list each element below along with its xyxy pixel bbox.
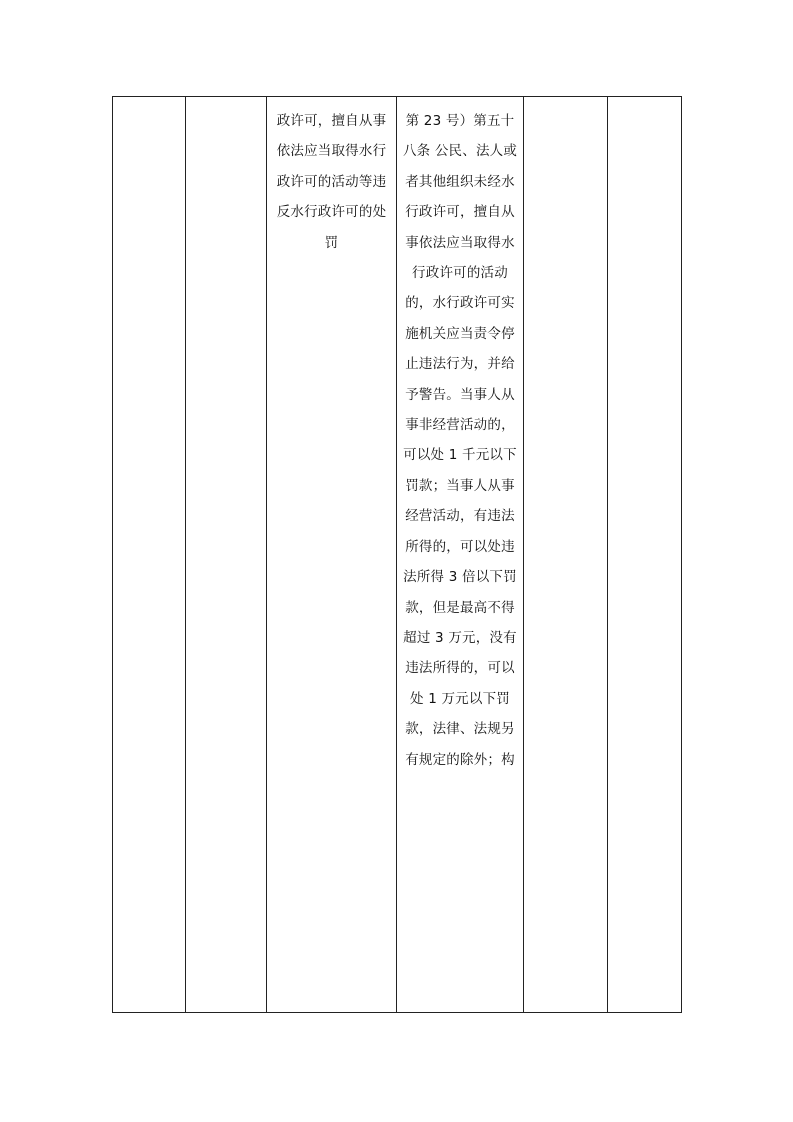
cell-line: 依法应当取得水行	[276, 143, 387, 160]
cell-text-col2	[186, 97, 266, 106]
table-row	[113, 97, 682, 1013]
cell-text-col5	[524, 97, 607, 106]
cell-line: 政许可的活动等违	[276, 173, 387, 190]
cell-line: 第 23 号）第五十	[405, 113, 515, 129]
table-cell-col5	[524, 97, 608, 1013]
cell-line: 事依法应当取得水	[405, 234, 515, 251]
cell-line: 施机关应当责令停	[405, 325, 515, 342]
cell-line: 八条 公民、法人或	[402, 143, 518, 160]
cell-line: 处 1 万元以下罚	[410, 690, 510, 707]
cell-text-legal-basis	[397, 97, 523, 775]
cell-text-col6	[608, 97, 681, 106]
cell-line: 法所得 3 倍以下罚	[403, 569, 517, 586]
cell-line: 行政许可的活动	[412, 265, 508, 282]
cell-text-penalty-item	[267, 97, 396, 258]
cell-line: 超过 3 万元，没有	[403, 629, 517, 646]
cell-line: 行政许可，擅自从	[405, 204, 515, 221]
cell-line: 罚	[324, 234, 339, 251]
cell-line: 有规定的除外；构	[405, 751, 515, 768]
cell-line: 款，但是最高不得	[405, 599, 515, 616]
cell-line: 事非经营活动的，	[405, 417, 515, 434]
cell-line: 罚款；当事人从事	[405, 477, 515, 494]
cell-line: 者其他组织未经水	[405, 173, 515, 190]
cell-line: 可以处 1 千元以下	[403, 447, 517, 464]
table-cell-col2	[186, 97, 267, 1013]
table-cell-col4	[397, 97, 524, 1013]
cell-line: 经营活动，有违法	[405, 508, 515, 525]
cell-line: 违法所得的，可以	[405, 660, 515, 677]
cell-line: 所得的，可以处违	[405, 538, 515, 555]
cell-line: 的，水行政许可实	[405, 295, 515, 312]
table-cell-col3	[267, 97, 397, 1013]
penalty-table	[112, 96, 682, 1013]
cell-line: 予警告。当事人从	[405, 386, 515, 403]
table-cell-col1	[113, 97, 186, 1013]
cell-line: 款，法律、法规另	[405, 721, 515, 738]
table-cell-col6	[608, 97, 682, 1013]
cell-line: 政许可，擅自从事	[276, 113, 387, 129]
cell-text-col1	[113, 97, 185, 106]
cell-line: 反水行政许可的处	[276, 204, 387, 221]
cell-line: 止违法行为，并给	[405, 356, 515, 373]
